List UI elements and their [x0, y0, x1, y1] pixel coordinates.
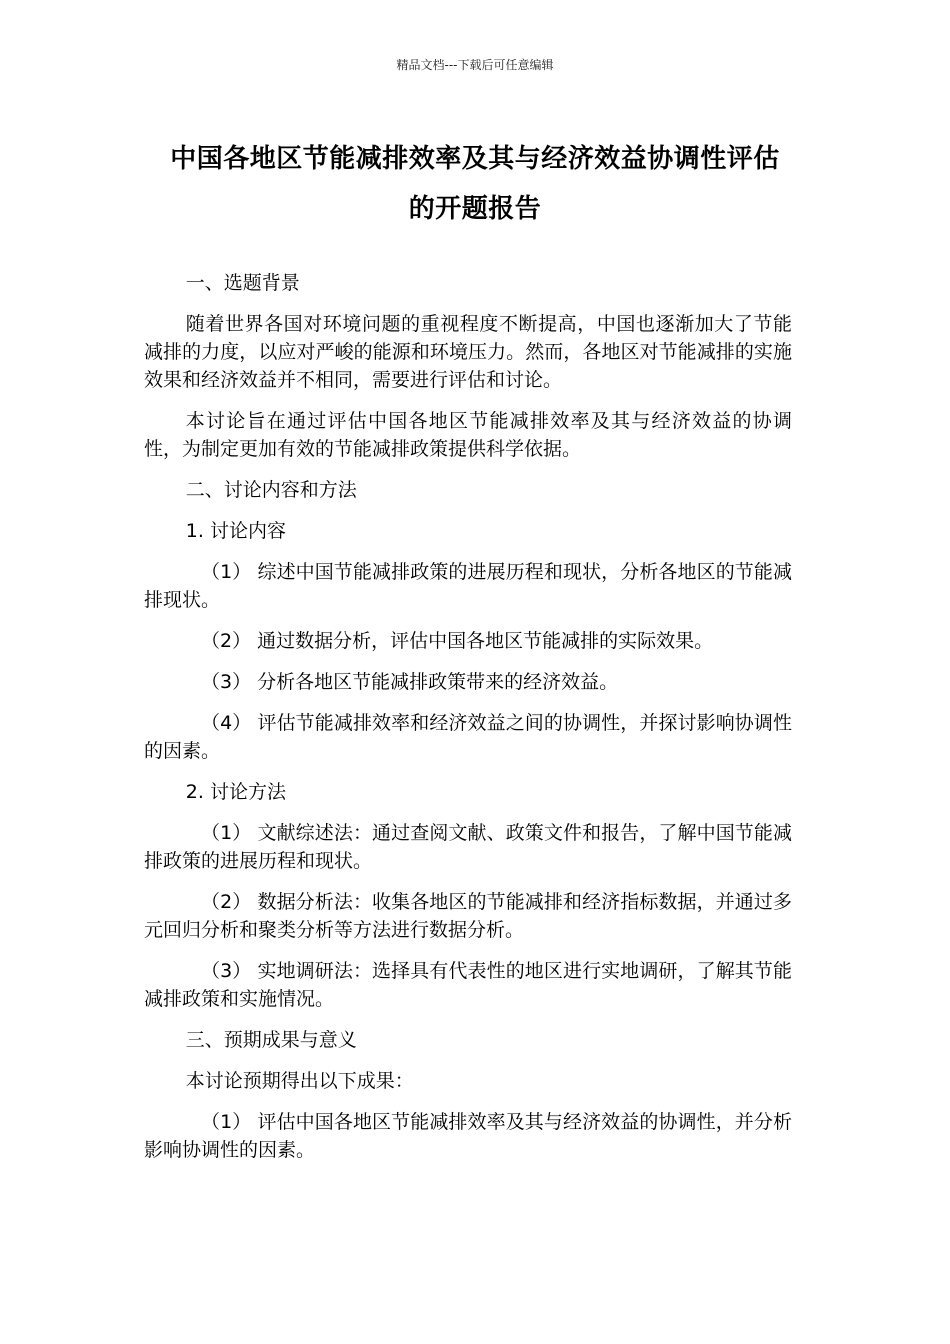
paragraph-background: 随着世界各国对环境问题的重视程度不断提高，中国也逐渐加大了节能减排的力度，以应对严峻的能源和环境压力。然而，各地区对节能减排的实施效果和经济效益并不相同，需要进行评估和讨论。: [144, 313, 792, 391]
content-item-3: （3） 分析各地区节能减排政策带来的经济效益。: [201, 671, 619, 693]
document-body: [144, 269, 792, 1177]
section-heading-background: 一、选题背景: [185, 272, 300, 294]
method-item-1: （1） 文献综述法：通过查阅文献、政策文件和报告，了解中国节能减排政策的进展历程和现状。: [144, 822, 792, 872]
content-item-2: （2） 通过数据分析，评估中国各地区节能减排的实际效果。: [201, 630, 714, 652]
paragraph-outcomes-intro: 本讨论预期得出以下成果：: [185, 1070, 414, 1092]
title-line-1: 中国各地区节能减排效率及其与经济效益协调性评估: [170, 144, 780, 174]
subheading-methods: 2. 讨论方法: [185, 781, 286, 803]
content-item-4: （4） 评估节能减排效率和经济效益之间的协调性，并探讨影响协调性的因素。: [144, 712, 792, 762]
section-heading-outcomes: 三、预期成果与意义: [185, 1029, 357, 1051]
page-header: 精品文档---下载后可任意编辑: [396, 58, 554, 72]
content-item-1: （1） 综述中国节能减排政策的进展历程和现状，分析各地区的节能减排现状。: [144, 561, 792, 611]
outcome-item-1: （1） 评估中国各地区节能减排效率及其与经济效益的协调性，并分析影响协调性的因素。: [144, 1111, 792, 1161]
method-item-2: （2） 数据分析法：收集各地区的节能减排和经济指标数据，并通过多元回归分析和聚类分析等方法进行数据分析。: [144, 891, 792, 941]
subheading-content: 1. 讨论内容: [185, 520, 286, 542]
title-line-2: 的开题报告: [408, 194, 542, 224]
paragraph-purpose: 本讨论旨在通过评估中国各地区节能减排效率及其与经济效益的协调性，为制定更加有效的节能减排政策提供科学依据。: [144, 410, 792, 460]
document-title: [140, 134, 810, 234]
method-item-3: （3） 实地调研法：选择具有代表性的地区进行实地调研，了解其节能减排政策和实施情况。: [144, 960, 792, 1010]
section-heading-content-methods: 二、讨论内容和方法: [185, 479, 357, 501]
